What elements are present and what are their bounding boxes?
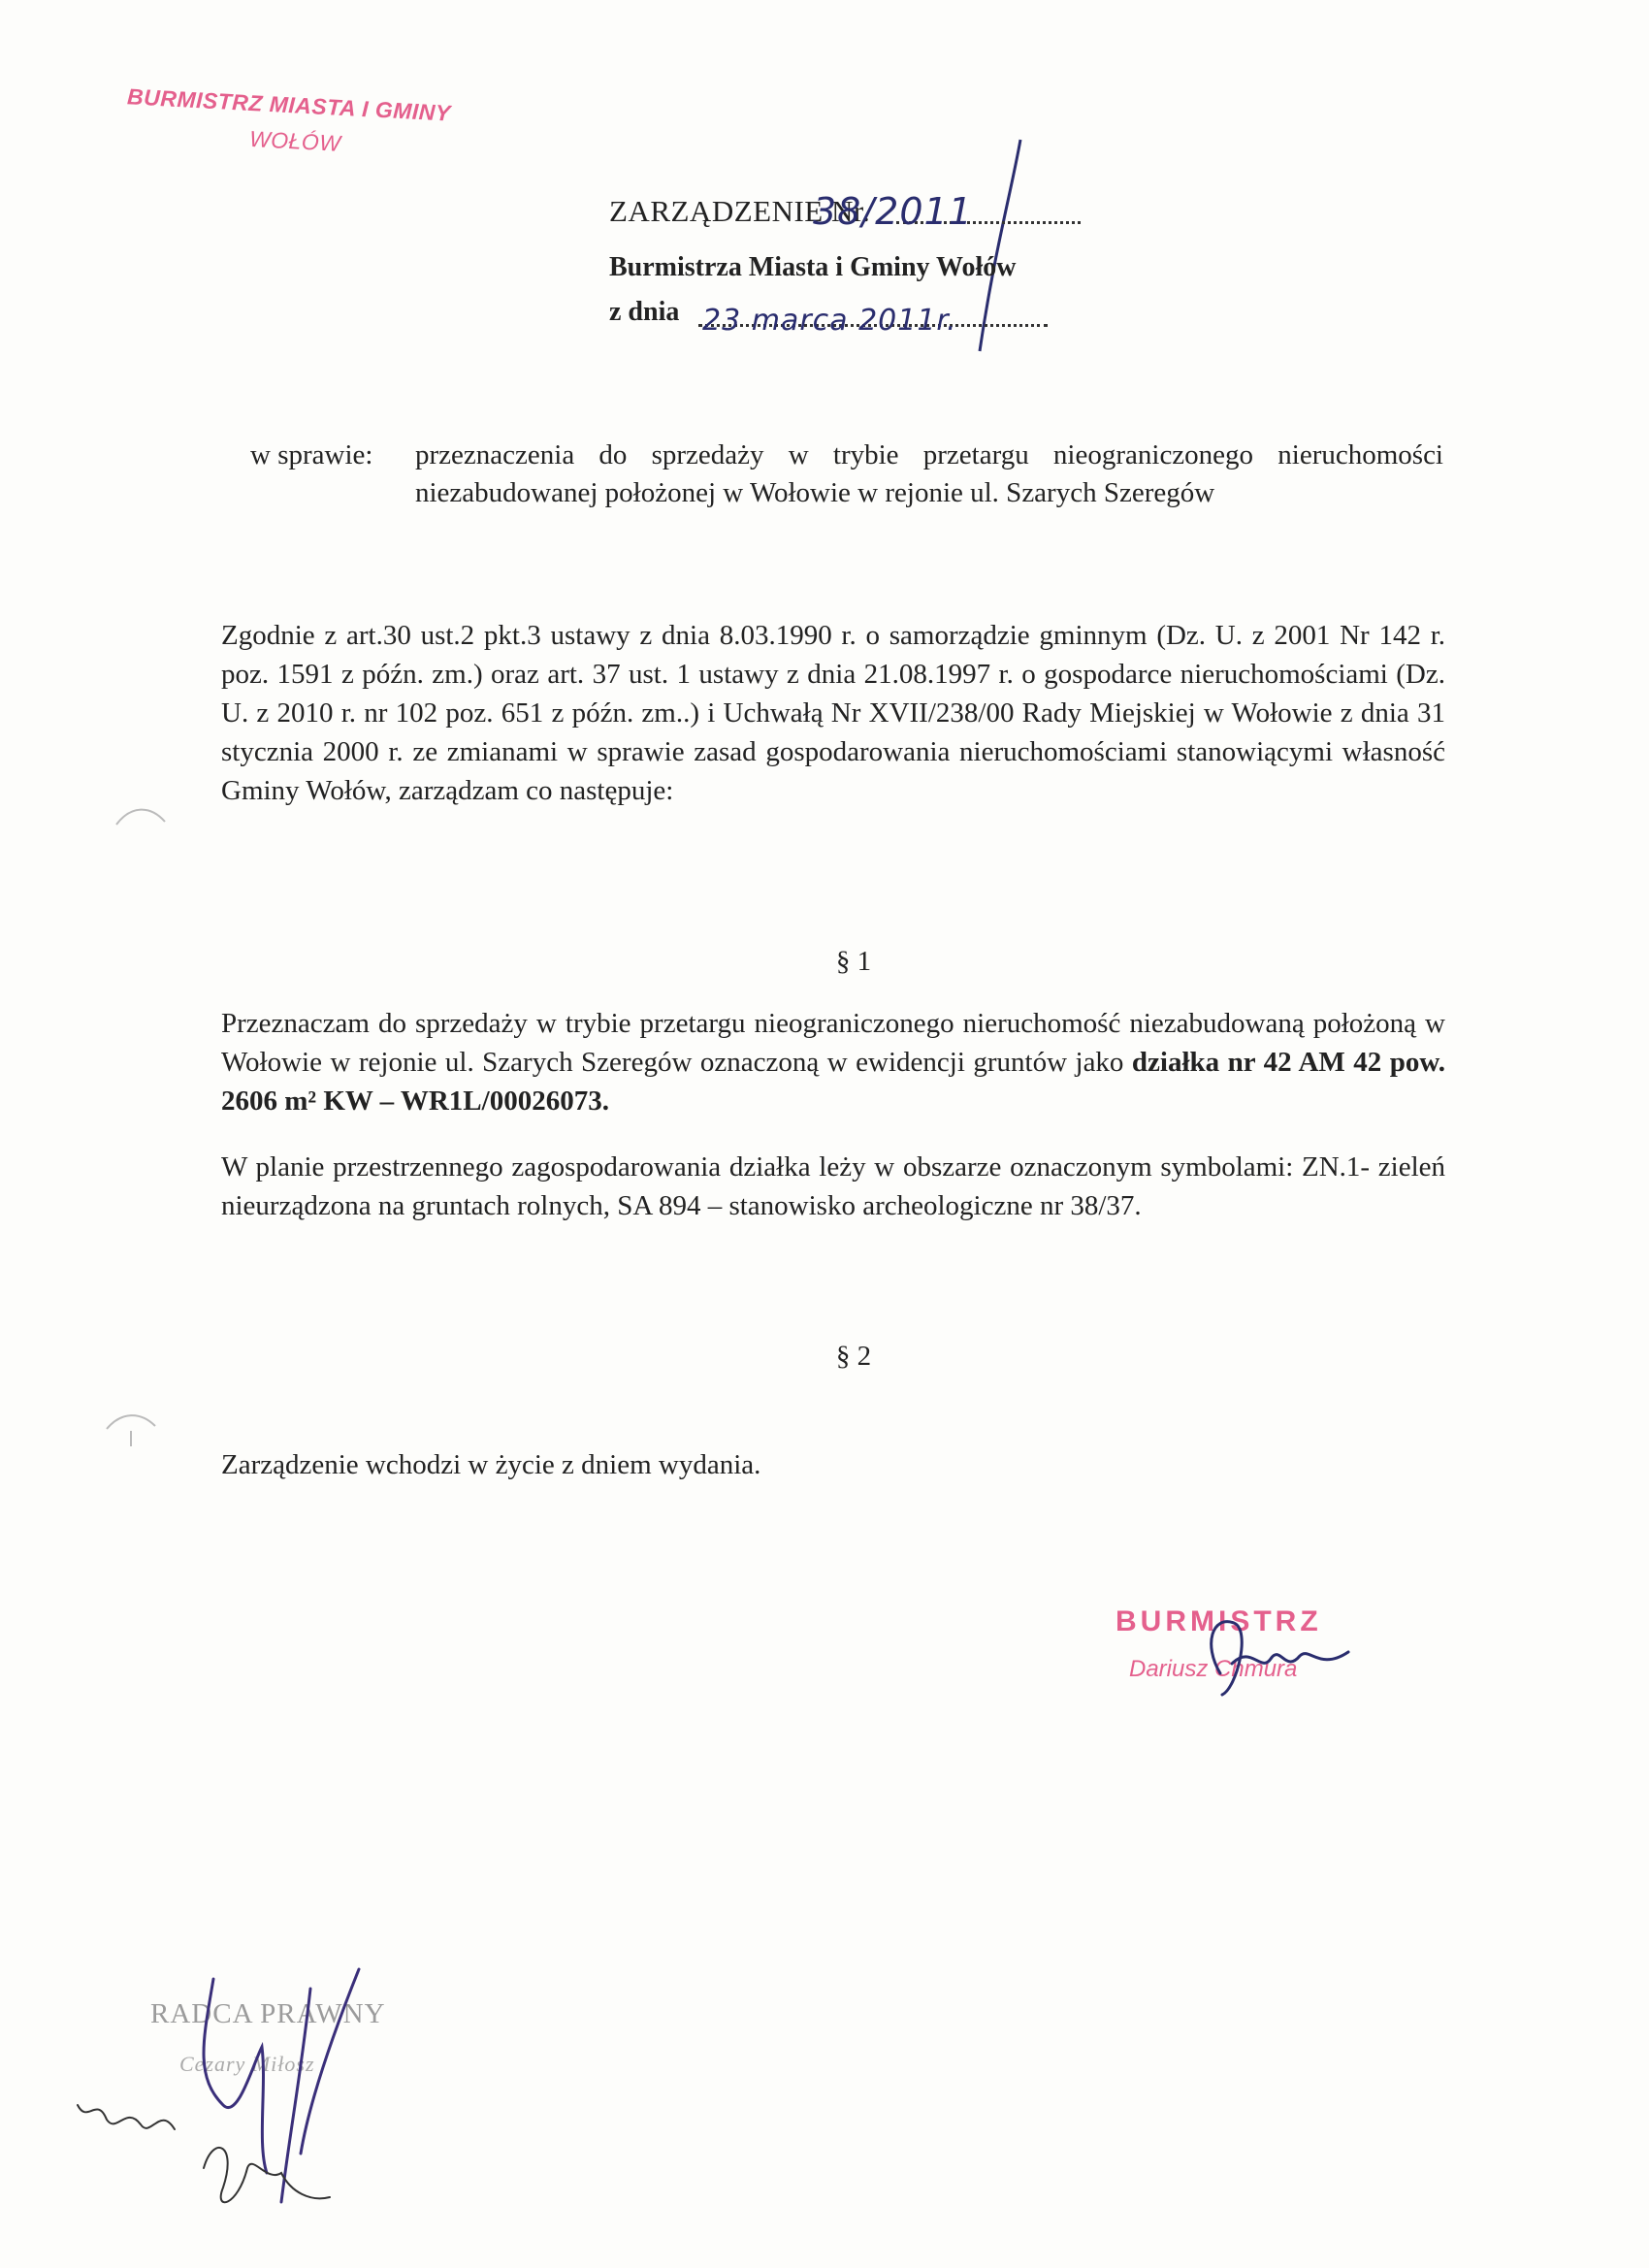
legal-stamp-name: Cezary Miłosz [179, 2052, 315, 2076]
section-2-heading: § 2 [835, 1341, 872, 1372]
section-2-paragraph: Zarządzenie wchodzi w życie z dniem wydania. [221, 1449, 761, 1480]
section-1-paragraph-2: W planie przestrzennego zagospodarowania działka leży w obszarze oznaczonym symbolami: ZN.1- zieleń nieurządzona na gruntach rolnych, SA 894 – stanowisko archeologiczne nr 38/37. [221, 1151, 1445, 1221]
legal-counsel-handwritten-signature [58, 1960, 466, 2251]
section-1-paragraph-1: Przeznaczam do sprzedaży w trybie przetargu nieograniczonego nieruchomość niezabudowaną położoną w Wołowie w rejonie ul. Szarych Szeregów oznaczoną w ewidencji gruntów jako działka nr 42 AM 42 pow. 2606 m² KW – WR1L/00026073. [221, 1008, 1445, 1117]
subject-text: przeznaczenia do sprzedaży w trybie przetargu nieograniczonego nieruchomości niezabudowanej położonej w Wołowie w rejonie ul. Szarych Szeregów [415, 439, 1443, 508]
parcel-details: działka nr 42 AM 42 pow. 2606 m² KW – WR1L/00026073. [221, 1047, 1445, 1117]
punch-hole-mark [102, 1411, 160, 1450]
date-line: z dnia [609, 297, 1114, 336]
mayor-office-stamp [125, 83, 452, 162]
mayor-handwritten-signature [1193, 1605, 1406, 1712]
legal-basis-paragraph: Zgodnie z art.30 ust.2 pkt.3 ustawy z dnia 8.03.1990 r. o samorządzie gminnym (Dz. U. z 2001 Nr 142 r. poz. 1591 z późn. zm.) oraz art. 37 ust. 1 ustawy z dnia 21.08.1997 r. o gospodarce nieruchomościami (Dz. U. z 2010 r. nr 102 poz. 651 z późn. zm..) i Uchwałą Nr XVII/238/00 Rady Miejskiej w Wołowie z dnia 31 stycznia 2000 r. ze zmianami w sprawie zasad gospodarowania nieruchomościami stanowiącymi własność Gminy Wołów, zarządzam co następuje: [221, 620, 1445, 806]
signature-stamp-name: Dariusz Chmura [1129, 1656, 1298, 1682]
stamp-line-2: WOŁÓW [248, 125, 342, 156]
punch-hole-mark [112, 800, 170, 829]
stamp-line-1: BURMISTRZ MIASTA I GMINY [126, 83, 452, 126]
subject-block [250, 437, 1443, 512]
handwritten-ordinance-number: 38/2011 [813, 190, 973, 233]
subject-label: w sprawie: [250, 439, 373, 470]
section-1-heading: § 1 [835, 946, 872, 977]
issuer-line: Burmistrza Miasta i Gminy Wołów [609, 252, 1017, 282]
ordinance-title: ZARZĄDZENIE Nr. [609, 194, 1114, 237]
handwritten-date: 23 marca 2011r. [702, 304, 957, 338]
legal-stamp-title: RADCA PRAWNY [150, 1998, 386, 2029]
signature-stamp-title: BURMISTRZ [1116, 1605, 1322, 1637]
